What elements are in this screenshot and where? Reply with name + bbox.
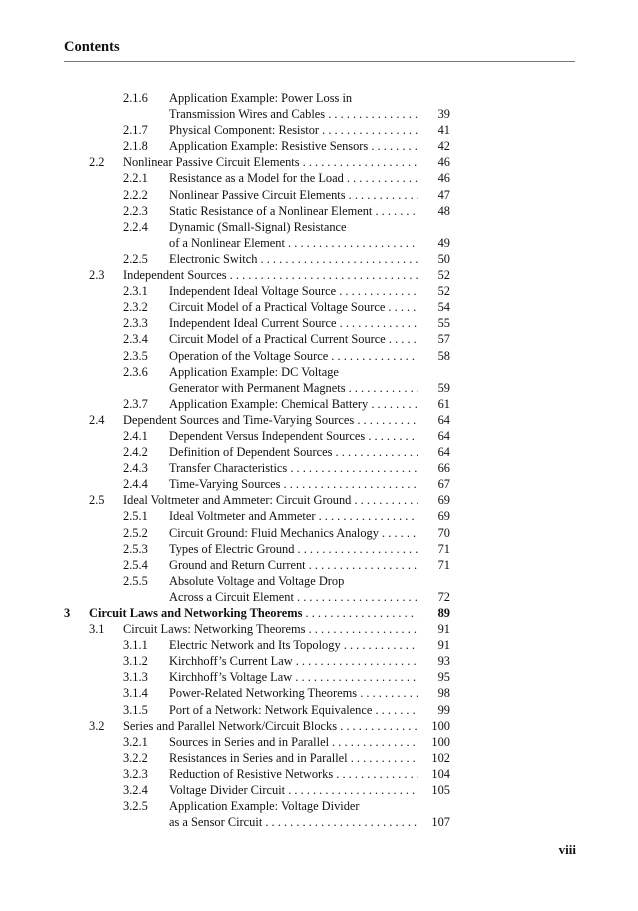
toc-section-row[interactable] <box>0 492 638 508</box>
toc-entry-title: Generator with Permanent Magnets . . . <box>169 380 418 396</box>
toc-entry-page: 105 <box>431 783 450 798</box>
toc-entry-number: 3.1 <box>89 622 105 637</box>
toc-entry-title: Ground and Return Current . . . <box>169 557 418 573</box>
page-header <box>64 38 575 62</box>
toc-entry-number: 3.1.3 <box>123 670 148 685</box>
toc-entry-title: Kirchhoff’s Current Law . . . <box>169 653 418 669</box>
toc-entry-title: Transfer Characteristics . . . <box>169 460 418 476</box>
toc-entry-number: 3.2.3 <box>123 766 148 781</box>
toc-entry-page: 91 <box>437 638 450 653</box>
toc-entry-title: Nonlinear Passive Circuit Elements . . . <box>123 154 418 170</box>
toc-entry-title: Transmission Wires and Cables . . . <box>169 106 418 122</box>
toc-entry-title: Port of a Network: Network Equivalence . . . <box>169 702 418 718</box>
toc-entry-title: Application Example: Voltage Divider <box>169 799 360 814</box>
toc-entry-page: 104 <box>431 766 450 781</box>
toc-entry-title: Voltage Divider Circuit . . . <box>169 782 418 798</box>
toc-entry-number: 2.1.7 <box>123 123 148 138</box>
toc-entry-number: 3.1.2 <box>123 654 148 669</box>
toc-entry-number: 2.3.3 <box>123 316 148 331</box>
toc-entry-title: Circuit Laws: Networking Theorems . . . <box>123 621 418 637</box>
toc-section-row[interactable] <box>0 267 638 283</box>
toc-subsection-row[interactable] <box>0 315 638 331</box>
toc-entry-page: 64 <box>437 428 450 443</box>
toc-subsection-row[interactable] <box>0 653 638 669</box>
page-number: viii <box>558 842 576 857</box>
toc-entry-page: 58 <box>437 348 450 363</box>
toc-entry-page: 98 <box>437 686 450 701</box>
toc-entry-number: 2.1.8 <box>123 139 148 154</box>
toc-subsection-row[interactable] <box>0 251 638 267</box>
toc-entry-page: 95 <box>437 670 450 685</box>
toc-entry-number: 2.4.2 <box>123 445 148 460</box>
toc-subsection-row[interactable] <box>0 138 638 154</box>
toc-entry-number: 2.3.7 <box>123 396 148 411</box>
toc-entry-number: 3.2.1 <box>123 734 148 749</box>
table-of-contents <box>0 90 638 830</box>
toc-entry-number: 2.3 <box>89 268 105 283</box>
toc-entry-page: 49 <box>437 235 450 250</box>
toc-entry-number: 2.2.4 <box>123 219 148 234</box>
toc-subsection-row[interactable] <box>0 766 638 782</box>
toc-entry-page: 91 <box>437 622 450 637</box>
toc-entry-number: 2.4 <box>89 412 105 427</box>
toc-entry-number: 2.3.5 <box>123 348 148 363</box>
toc-entry-title: of a Nonlinear Element . . . <box>169 235 418 251</box>
toc-entry-number: 2.5.5 <box>123 573 148 588</box>
toc-entry-title: Resistances in Series and in Parallel . . . <box>169 750 418 766</box>
toc-entry-title: Circuit Laws and Networking Theorems . . . <box>89 605 418 621</box>
toc-entry-page: 42 <box>437 139 450 154</box>
toc-entry-title: Sources in Series and in Parallel . . . <box>169 734 418 750</box>
toc-subsection-row[interactable] <box>0 170 638 186</box>
toc-entry-page: 102 <box>431 750 450 765</box>
toc-entry-page: 61 <box>437 396 450 411</box>
toc-entry-page: 52 <box>437 284 450 299</box>
toc-entry-page: 46 <box>437 171 450 186</box>
toc-subsection-row[interactable] <box>0 122 638 138</box>
toc-subsection-row[interactable] <box>0 428 638 444</box>
toc-entry-page: 55 <box>437 316 450 331</box>
toc-entry-title: Application Example: Chemical Battery . . . <box>169 396 418 412</box>
toc-subsection-row[interactable] <box>0 685 638 701</box>
toc-entry-title: Circuit Model of a Practical Voltage Source . . . <box>169 299 418 315</box>
toc-entry-number: 2.3.1 <box>123 284 148 299</box>
toc-entry-number: 2.2.3 <box>123 203 148 218</box>
toc-subsection-row[interactable] <box>0 508 638 524</box>
toc-subsection-row[interactable] <box>0 444 638 460</box>
toc-entry-title: Series and Parallel Network/Circuit Blocks . . . <box>123 718 418 734</box>
toc-entry-title: Application Example: DC Voltage <box>169 364 339 379</box>
toc-entry-number: 2.3.2 <box>123 300 148 315</box>
toc-subsection-row[interactable] <box>0 460 638 476</box>
toc-entry-page: 54 <box>437 300 450 315</box>
toc-entry-title: Time-Varying Sources . . . <box>169 476 418 492</box>
toc-entry-title: Ideal Voltmeter and Ammeter . . . <box>169 508 418 524</box>
toc-entry-title: Static Resistance of a Nonlinear Element . . . <box>169 203 418 219</box>
toc-entry-number: 3.2.4 <box>123 783 148 798</box>
toc-subsection-row[interactable] <box>0 541 638 557</box>
toc-entry-title: as a Sensor Circuit . . . <box>169 814 418 830</box>
toc-subsection-row[interactable] <box>0 669 638 685</box>
toc-entry-page: 52 <box>437 268 450 283</box>
toc-entry-title: Across a Circuit Element . . . <box>169 589 418 605</box>
toc-entry-title: Reduction of Resistive Networks . . . <box>169 766 418 782</box>
toc-entry-number: 2.5.1 <box>123 509 148 524</box>
toc-entry-page: 100 <box>431 718 450 733</box>
toc-subsection-row[interactable] <box>0 525 638 541</box>
toc-entry-page: 39 <box>437 107 450 122</box>
toc-entry-number: 2.4.4 <box>123 477 148 492</box>
toc-entry-title: Application Example: Power Loss in <box>169 91 353 105</box>
toc-entry-number: 2.3.6 <box>123 364 148 379</box>
toc-subsection-row[interactable] <box>0 750 638 766</box>
toc-subsection-row[interactable] <box>0 219 638 235</box>
toc-entry-title: Resistance as a Model for the Load . . . <box>169 170 418 186</box>
toc-subsection-row[interactable] <box>0 396 638 412</box>
toc-subsection-row[interactable] <box>0 734 638 750</box>
toc-subsection-row[interactable] <box>0 90 638 106</box>
toc-entry-title: Physical Component: Resistor . . . <box>169 122 418 138</box>
toc-subsection-row[interactable] <box>0 187 638 203</box>
header-title: Contents <box>64 39 120 55</box>
toc-entry-number: 3.1.5 <box>123 702 148 717</box>
toc-entry-title: Circuit Ground: Fluid Mechanics Analogy . . . <box>169 525 418 541</box>
toc-section-row[interactable] <box>0 718 638 734</box>
toc-entry-number: 2.2.1 <box>123 171 148 186</box>
toc-entry-page: 72 <box>437 589 450 604</box>
toc-subsection-row[interactable] <box>0 331 638 347</box>
toc-entry-title: Dynamic (Small-Signal) Resistance <box>169 219 347 234</box>
toc-entry-page: 69 <box>437 493 450 508</box>
toc-subsection-row[interactable] <box>0 348 638 364</box>
toc-subsection-row[interactable] <box>0 283 638 299</box>
toc-subsection-row[interactable] <box>0 106 638 122</box>
toc-entry-title: Independent Sources . . . <box>123 267 418 283</box>
toc-subsection-row[interactable] <box>0 573 638 589</box>
toc-subsection-row[interactable] <box>0 798 638 814</box>
toc-entry-number: 2.5.3 <box>123 541 148 556</box>
toc-entry-number: 2.5.4 <box>123 557 148 572</box>
toc-entry-page: 64 <box>437 412 450 427</box>
toc-entry-title: Types of Electric Ground . . . <box>169 541 418 557</box>
toc-entry-title: Kirchhoff’s Voltage Law . . . <box>169 669 418 685</box>
toc-entry-number: 2.1.6 <box>123 91 148 105</box>
toc-entry-page: 70 <box>437 525 450 540</box>
toc-entry-page: 66 <box>437 461 450 476</box>
toc-subsection-row[interactable] <box>0 589 638 605</box>
toc-entry-number: 2.2 <box>89 155 105 170</box>
toc-entry-number: 2.4.1 <box>123 428 148 443</box>
toc-subsection-row[interactable] <box>0 476 638 492</box>
toc-entry-title: Nonlinear Passive Circuit Elements . . . <box>169 187 418 203</box>
toc-entry-title: Dependent Sources and Time-Varying Sources . . . <box>123 412 418 428</box>
toc-entry-number: 2.3.4 <box>123 332 148 347</box>
toc-subsection-row[interactable] <box>0 380 638 396</box>
toc-entry-title: Independent Ideal Current Source . . . <box>169 315 418 331</box>
toc-entry-number: 2.2.5 <box>123 251 148 266</box>
toc-entry-number: 3.1.4 <box>123 686 148 701</box>
toc-entry-number: 3 <box>64 606 71 620</box>
toc-entry-title: Definition of Dependent Sources . . . <box>169 444 418 460</box>
toc-subsection-row[interactable] <box>0 814 638 830</box>
toc-entry-number: 2.5.2 <box>123 525 148 540</box>
toc-subsection-row[interactable] <box>0 299 638 315</box>
toc-entry-title: Operation of the Voltage Source . . . <box>169 348 418 364</box>
toc-subsection-row[interactable] <box>0 702 638 718</box>
toc-entry-number: 3.2 <box>89 718 105 733</box>
toc-entry-page: 71 <box>437 557 450 572</box>
toc-entry-title: Dependent Versus Independent Sources . . . <box>169 428 418 444</box>
toc-entry-page: 93 <box>437 654 450 669</box>
toc-section-row[interactable] <box>0 621 638 637</box>
toc-entry-page: 46 <box>437 155 450 170</box>
toc-subsection-row[interactable] <box>0 364 638 380</box>
toc-subsection-row[interactable] <box>0 782 638 798</box>
toc-entry-number: 3.2.2 <box>123 750 148 765</box>
toc-entry-page: 41 <box>437 123 450 138</box>
toc-entry-page: 107 <box>431 815 450 830</box>
toc-entry-title: Independent Ideal Voltage Source . . . <box>169 283 418 299</box>
toc-entry-title: Electric Network and Its Topology . . . <box>169 637 418 653</box>
toc-chapter-row[interactable] <box>0 605 638 621</box>
toc-entry-number: 2.5 <box>89 493 105 508</box>
toc-entry-title: Electronic Switch . . . <box>169 251 418 267</box>
toc-entry-page: 57 <box>437 332 450 347</box>
toc-entry-title: Application Example: Resistive Sensors . . . <box>169 138 418 154</box>
toc-section-row[interactable] <box>0 154 638 170</box>
toc-entry-title: Ideal Voltmeter and Ammeter: Circuit Ground . . . <box>123 492 418 508</box>
toc-entry-title: Power-Related Networking Theorems . . . <box>169 685 418 701</box>
toc-section-row[interactable] <box>0 412 638 428</box>
toc-entry-page: 99 <box>437 702 450 717</box>
toc-entry-page: 89 <box>437 606 450 620</box>
toc-subsection-row[interactable] <box>0 235 638 251</box>
toc-entry-page: 50 <box>437 251 450 266</box>
toc-entry-page: 48 <box>437 203 450 218</box>
toc-entry-page: 67 <box>437 477 450 492</box>
toc-entry-page: 47 <box>437 187 450 202</box>
toc-entry-page: 64 <box>437 445 450 460</box>
toc-entry-page: 71 <box>437 541 450 556</box>
toc-subsection-row[interactable] <box>0 637 638 653</box>
toc-entry-page: 59 <box>437 380 450 395</box>
toc-entry-number: 3.2.5 <box>123 799 148 814</box>
toc-entry-number: 3.1.1 <box>123 638 148 653</box>
toc-entry-title: Absolute Voltage and Voltage Drop <box>169 573 345 588</box>
toc-entry-page: 69 <box>437 509 450 524</box>
toc-subsection-row[interactable] <box>0 557 638 573</box>
toc-subsection-row[interactable] <box>0 203 638 219</box>
toc-entry-title: Circuit Model of a Practical Current Source . . . <box>169 331 418 347</box>
toc-entry-number: 2.4.3 <box>123 461 148 476</box>
toc-entry-page: 100 <box>431 734 450 749</box>
toc-entry-number: 2.2.2 <box>123 187 148 202</box>
